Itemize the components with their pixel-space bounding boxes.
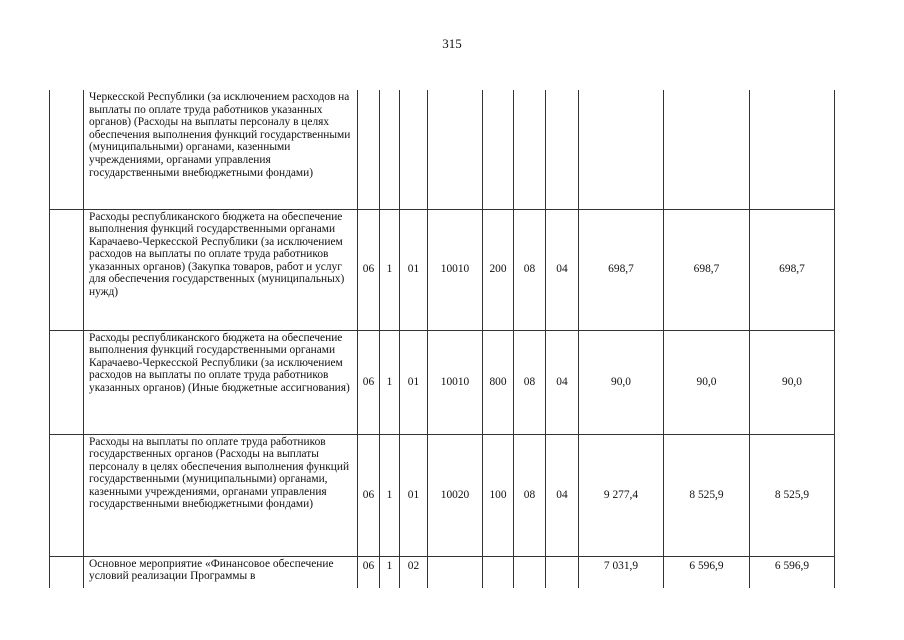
code-cell: 10010 — [428, 330, 483, 434]
code-cell — [428, 90, 483, 209]
amount-cell: 6 596,9 — [750, 556, 835, 588]
row-number-cell — [50, 556, 84, 588]
code-cell: 08 — [514, 434, 546, 556]
description-cell: Расходы республиканского бюджета на обеспечение выполнения функций государственными органами Карачаево-Черкесской Республики (за исключением расходов на выплаты по оплате труда работников указанных органов) (Закупка товаров, работ и услуг для обеспечения государственных (муниципальных) нужд) — [84, 209, 358, 330]
amount-cell — [750, 90, 835, 209]
code-cell — [483, 556, 514, 588]
code-cell: 04 — [546, 434, 579, 556]
code-cell: 06 — [358, 556, 380, 588]
code-cell: 08 — [514, 330, 546, 434]
page-number: 315 — [442, 36, 462, 51]
row-number-cell — [50, 90, 84, 209]
code-cell: 10010 — [428, 209, 483, 330]
amount-cell: 90,0 — [579, 330, 664, 434]
amount-cell — [579, 90, 664, 209]
amount-cell: 7 031,9 — [579, 556, 664, 588]
code-cell: 100 — [483, 434, 514, 556]
amount-cell: 8 525,9 — [750, 434, 835, 556]
amount-cell: 698,7 — [579, 209, 664, 330]
row-number-cell — [50, 209, 84, 330]
code-cell — [400, 90, 428, 209]
code-cell — [428, 556, 483, 588]
description-cell: Черкесской Республики (за исключением расходов на выплаты по оплате труда работников указанных органов) (Расходы на выплаты персоналу в целях обеспечения выполнения функций государственными (муниципальными) органами, казенными учреждениями, органами управления государственными внебюджетными фондами) — [84, 90, 358, 209]
table-row — [50, 330, 835, 434]
amount-cell: 90,0 — [750, 330, 835, 434]
table-row — [50, 556, 835, 588]
code-cell: 06 — [358, 434, 380, 556]
table-row — [50, 90, 835, 209]
code-cell: 1 — [380, 209, 400, 330]
code-cell: 1 — [380, 556, 400, 588]
code-cell: 01 — [400, 209, 428, 330]
table-row — [50, 434, 835, 556]
code-cell — [483, 90, 514, 209]
code-cell: 10020 — [428, 434, 483, 556]
code-cell: 06 — [358, 209, 380, 330]
amount-cell — [664, 90, 750, 209]
code-cell: 04 — [546, 209, 579, 330]
code-cell — [358, 90, 380, 209]
code-cell — [514, 90, 546, 209]
amount-cell: 8 525,9 — [664, 434, 750, 556]
code-cell — [514, 556, 546, 588]
table-row — [50, 209, 835, 330]
description-cell: Расходы на выплаты по оплате труда работников государственных органов (Расходы на выплаты персоналу в целях обеспечения выполнения функций государственными (муниципальными) органами, казенными учреждениями, органами управления государственными внебюджетными фондами) — [84, 434, 358, 556]
code-cell: 800 — [483, 330, 514, 434]
code-cell — [546, 90, 579, 209]
code-cell: 1 — [380, 330, 400, 434]
description-cell: Основное мероприятие «Финансовое обеспечение условий реализации Программы в — [84, 556, 358, 588]
amount-cell: 6 596,9 — [664, 556, 750, 588]
row-number-cell — [50, 330, 84, 434]
amount-cell: 698,7 — [750, 209, 835, 330]
row-number-cell — [50, 434, 84, 556]
budget-table — [49, 90, 835, 588]
code-cell: 02 — [400, 556, 428, 588]
code-cell: 08 — [514, 209, 546, 330]
code-cell: 1 — [380, 434, 400, 556]
code-cell: 200 — [483, 209, 514, 330]
code-cell — [546, 556, 579, 588]
amount-cell: 698,7 — [664, 209, 750, 330]
code-cell: 04 — [546, 330, 579, 434]
description-cell: Расходы республиканского бюджета на обеспечение выполнения функций государственными органами Карачаево-Черкесской Республики (за исключением расходов на выплаты по оплате труда работников указанных органов) (Иные бюджетные ассигнования) — [84, 330, 358, 434]
code-cell: 01 — [400, 434, 428, 556]
code-cell — [380, 90, 400, 209]
amount-cell: 9 277,4 — [579, 434, 664, 556]
code-cell: 06 — [358, 330, 380, 434]
code-cell: 01 — [400, 330, 428, 434]
amount-cell: 90,0 — [664, 330, 750, 434]
